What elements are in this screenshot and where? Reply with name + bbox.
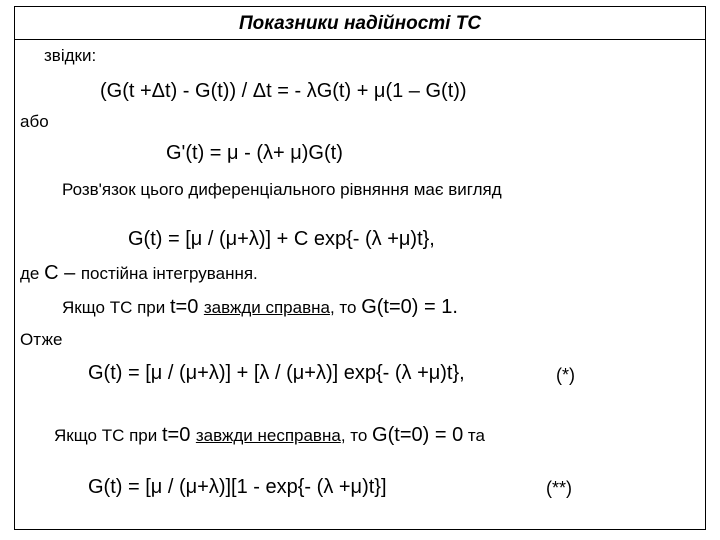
text-zvidky: звідки: xyxy=(44,46,97,65)
equation-tag-star: (*) xyxy=(556,365,575,385)
equation-difference: (G(t +Δt) - G(t)) / Δt = - λG(t) + μ(1 – G(t)) xyxy=(100,80,467,102)
equation-particular-working: G(t) = [μ / (μ+λ)] + [λ / (μ+λ)] exp{- (λ +μ)t}, xyxy=(88,362,465,384)
text-working-condition xyxy=(62,296,458,319)
text-ta: та xyxy=(463,426,485,445)
text-to: , то xyxy=(329,298,362,317)
text-to-2: , то xyxy=(340,426,373,445)
text-yakshcho-2: Якщо ТС при xyxy=(54,426,162,445)
text-failed-condition xyxy=(54,424,485,447)
text-t0-2: t=0 xyxy=(161,424,196,446)
text-solution-intro: Розв'язок цього диференціального рівняння має вигляд xyxy=(62,180,502,199)
text-constant-line xyxy=(20,262,258,285)
text-otzhe: Отже xyxy=(20,330,63,349)
text-t0: t=0 xyxy=(169,296,204,318)
text-constant-desc: постійна інтегрування. xyxy=(80,264,258,283)
text-yakshcho: Якщо ТС при xyxy=(62,298,170,317)
text-g0-zero: G(t=0) = 0 xyxy=(372,424,464,446)
text-always-failed: завжди несправна xyxy=(195,426,341,445)
equation-particular-failed: G(t) = [μ / (μ+λ)][1 - exp{- (λ +μ)t}] xyxy=(88,476,387,498)
text-always-working: завжди справна xyxy=(203,298,330,317)
slide-title: Показники надійності ТС xyxy=(238,13,482,34)
text-abo: або xyxy=(20,112,49,131)
text-constant-c: C xyxy=(44,262,59,284)
equation-tag-double-star: (**) xyxy=(546,478,572,498)
text-g0-one: G(t=0) = 1. xyxy=(361,296,458,318)
text-de: де xyxy=(20,264,45,283)
text-dash: – xyxy=(58,262,81,284)
equation-general-solution: G(t) = [μ / (μ+λ)] + C exp{- (λ +μ)t}, xyxy=(128,228,435,250)
title-bar xyxy=(14,6,706,40)
equation-derivative: G'(t) = μ - (λ+ μ)G(t) xyxy=(166,142,343,164)
